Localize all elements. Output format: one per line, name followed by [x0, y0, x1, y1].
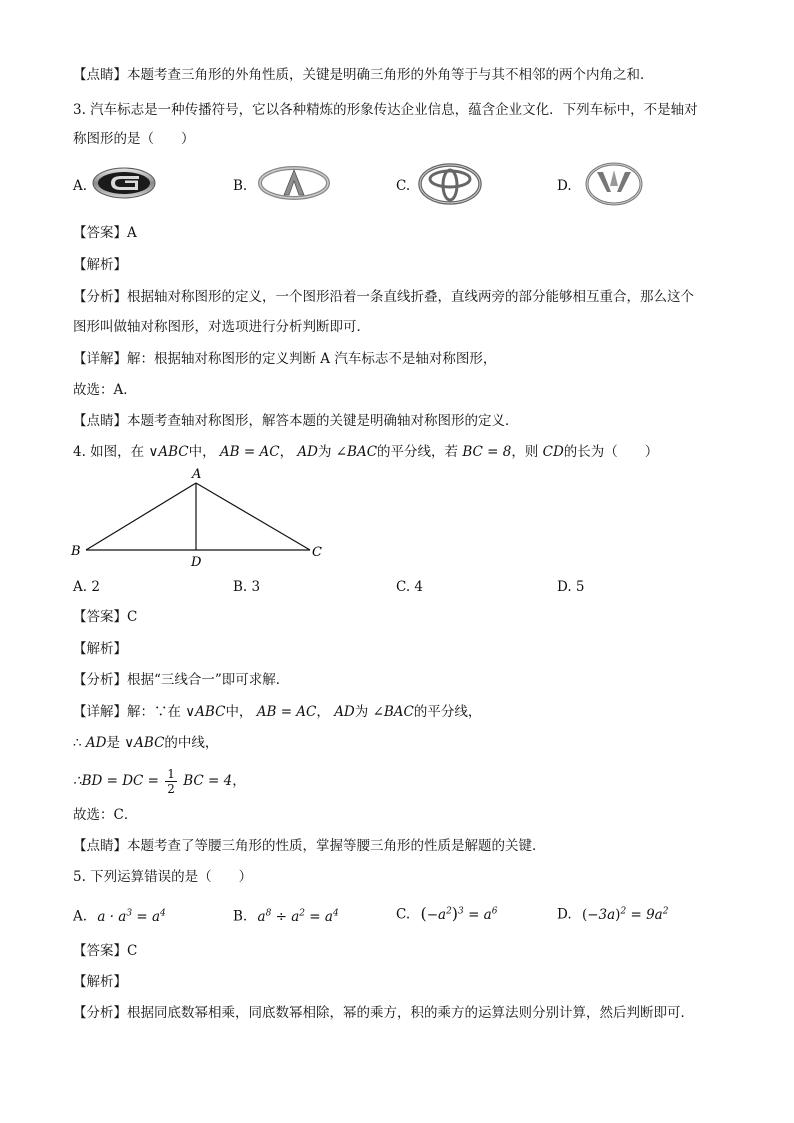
detail-text: 中， [225, 704, 253, 720]
q4-ad: AD [297, 444, 318, 460]
vertex-b-label: B [71, 544, 81, 559]
q4-stem [73, 443, 658, 461]
side-ab [86, 483, 196, 550]
q4-text: 4. 如图，在 [73, 444, 145, 460]
answer-value: A [127, 225, 137, 241]
q4-step2 [73, 764, 246, 798]
detail-text: ， [316, 704, 330, 720]
q5-option-b-expr: $a^8 \div a^2 = a^4$ [257, 908, 339, 925]
q5-stem: 5. 下列运算错误的是（ ） [73, 869, 253, 885]
vertex-c-label: C [312, 545, 322, 560]
q4-text: 的长为（ ） [563, 444, 659, 460]
q5-option-a [73, 904, 166, 926]
q3-stem-line1: 3. 汽车标志是一种传播符号，它以各种精炼的形象传达企业信息，蕴含企业文化．下列车标中，不是轴对 [73, 102, 698, 118]
side-ac [196, 483, 310, 550]
step1-text: 是 [106, 735, 120, 751]
q5-option-b [233, 904, 339, 926]
q5-jiexi [73, 973, 127, 991]
q4-angle: ∠BAC [335, 444, 378, 460]
q5-analysis [73, 1004, 694, 1022]
q4-step1 [73, 734, 218, 752]
dianjing-text: 本题考查了等腰三角形的性质，掌握等腰三角形的性质是解题的关键． [127, 838, 546, 854]
q3-answer [73, 224, 137, 242]
q4-option-a: A. 2 [73, 579, 100, 595]
jiexi-tag: 【解析】 [73, 641, 127, 657]
dianjing-text: 本题考查轴对称图形，解答本题的关键是明确轴对称图形的定义． [127, 413, 519, 429]
detail-tag: 【详解】 [73, 351, 127, 367]
vertex-a-label: A [192, 467, 202, 482]
infiniti-logo-icon [258, 165, 330, 201]
step1-text: 的中线， [164, 735, 219, 751]
q3-option-c-label: C. [396, 178, 411, 194]
step2-comma: ， [232, 773, 246, 789]
dianjing-tag: 【点睛】 [73, 67, 127, 83]
answer-tag: 【答案】 [73, 943, 127, 959]
q5-option-b-label: B. [233, 908, 248, 925]
analysis-tag: 【分析】 [73, 1005, 127, 1021]
point-d-label: D [191, 555, 202, 570]
q4-triangle: ∨ABC [148, 444, 189, 460]
q3-choice: 故选：A． [73, 382, 137, 398]
q4-option-c: C. 4 [396, 579, 424, 595]
q5-option-d-label: D. [557, 906, 572, 923]
q4-answer [73, 608, 137, 626]
analysis-tag: 【分析】 [73, 672, 127, 688]
detail-text: 解：∵在 [127, 704, 181, 720]
jiexi-tag: 【解析】 [73, 257, 127, 273]
q4-bc: BC = 8 [462, 444, 512, 460]
detail-triangle: ∨ABC [185, 704, 226, 720]
q4-text: 的平分线，若 [377, 444, 459, 460]
q4-eq: AB = AC [219, 444, 280, 460]
analysis-text: 根据轴对称图形的定义，一个图形沿着一条直线折叠，直线两旁的部分能够相互重合，那么这个 [127, 289, 694, 305]
analysis-text: 根据“三线合一”即可求解． [127, 672, 290, 688]
q4-text: ，则 [511, 444, 539, 460]
q4-option-d: D. 5 [557, 579, 585, 595]
q3-option-d-label: D. [557, 178, 572, 194]
q5-option-d [557, 902, 668, 924]
step1-ad: AD [85, 735, 107, 751]
step2-eq-right: BC = 4 [183, 773, 233, 789]
q4-detail [73, 703, 481, 721]
analysis-text: 根据同底数幂相乘，同底数幂相除，幂的乘方，积的乘方的运算法则分别计算，然后判断即可． [127, 1005, 694, 1021]
q4-option-b: B. 3 [233, 579, 261, 595]
fraction-half [165, 767, 177, 796]
fraction-denominator: 2 [167, 782, 175, 796]
dianjing-prev [73, 66, 654, 84]
q3-detail [73, 350, 496, 368]
detail-text: 的平分线， [413, 704, 482, 720]
q5-answer [73, 942, 137, 960]
analysis-tag: 【分析】 [73, 289, 127, 305]
fraction-numerator: 1 [167, 767, 175, 781]
q5-option-a-expr: $a \cdot a^3 = a^4$ [97, 908, 166, 925]
detail-text: 为 [354, 704, 369, 720]
q3-option-b-label: B. [233, 178, 248, 194]
q5-option-a-label: A. [73, 908, 88, 925]
q4-jiexi [73, 640, 127, 658]
detail-ad: AD [334, 704, 355, 720]
detail-eq: AB = AC [256, 704, 317, 720]
q5-option-c-expr: $(-a^2)^3 = a^6$ [420, 903, 498, 923]
therefore-symbol: ∴ [73, 735, 82, 751]
q3-option-a-label: A. [73, 178, 88, 194]
triangle-figure [68, 466, 338, 572]
q5-option-c [396, 902, 497, 924]
q4-text: 中， [188, 444, 216, 460]
detail-text: 解：根据轴对称图形的定义判断 A 汽车标志不是轴对称图形， [127, 351, 497, 367]
answer-tag: 【答案】 [73, 225, 127, 241]
q3-analysis-line1 [73, 288, 694, 306]
step1-triangle: ∨ABC [124, 735, 165, 751]
gac-logo-icon [91, 166, 157, 200]
dianjing-tag: 【点睛】 [73, 413, 127, 429]
q4-analysis [73, 671, 289, 689]
q3-stem-line2: 称图形的是（ ） [73, 131, 195, 147]
jiexi-tag: 【解析】 [73, 974, 127, 990]
answer-value: C [127, 943, 138, 959]
q3-analysis-line2: 图形叫做轴对称图形，对选项进行分析判断即可． [73, 319, 370, 335]
q5-option-c-label: C. [396, 906, 411, 923]
answer-value: C [127, 609, 138, 625]
step2-eq-left: ∴BD = DC = [73, 773, 159, 789]
answer-tag: 【答案】 [73, 609, 127, 625]
q4-dianjing [73, 837, 546, 855]
q4-choice: 故选：C． [73, 807, 138, 823]
q4-text: 为 [317, 444, 332, 460]
dianjing-text: 本题考查三角形的外角性质，关键是明确三角形的外角等于与其不相邻的两个内角之和． [127, 67, 654, 83]
toyota-logo-icon [418, 163, 482, 205]
q3-dianjing [73, 412, 519, 430]
dianjing-tag: 【点睛】 [73, 838, 127, 854]
detail-tag: 【详解】 [73, 704, 127, 720]
q4-cd: CD [542, 444, 564, 460]
q4-text: ， [279, 444, 294, 460]
q3-jiexi [73, 256, 127, 274]
detail-angle: ∠BAC [372, 704, 414, 720]
q5-option-d-expr: $(-3a)^2 = 9a^2$ [581, 906, 669, 923]
hyundai-like-logo-icon [585, 162, 643, 206]
